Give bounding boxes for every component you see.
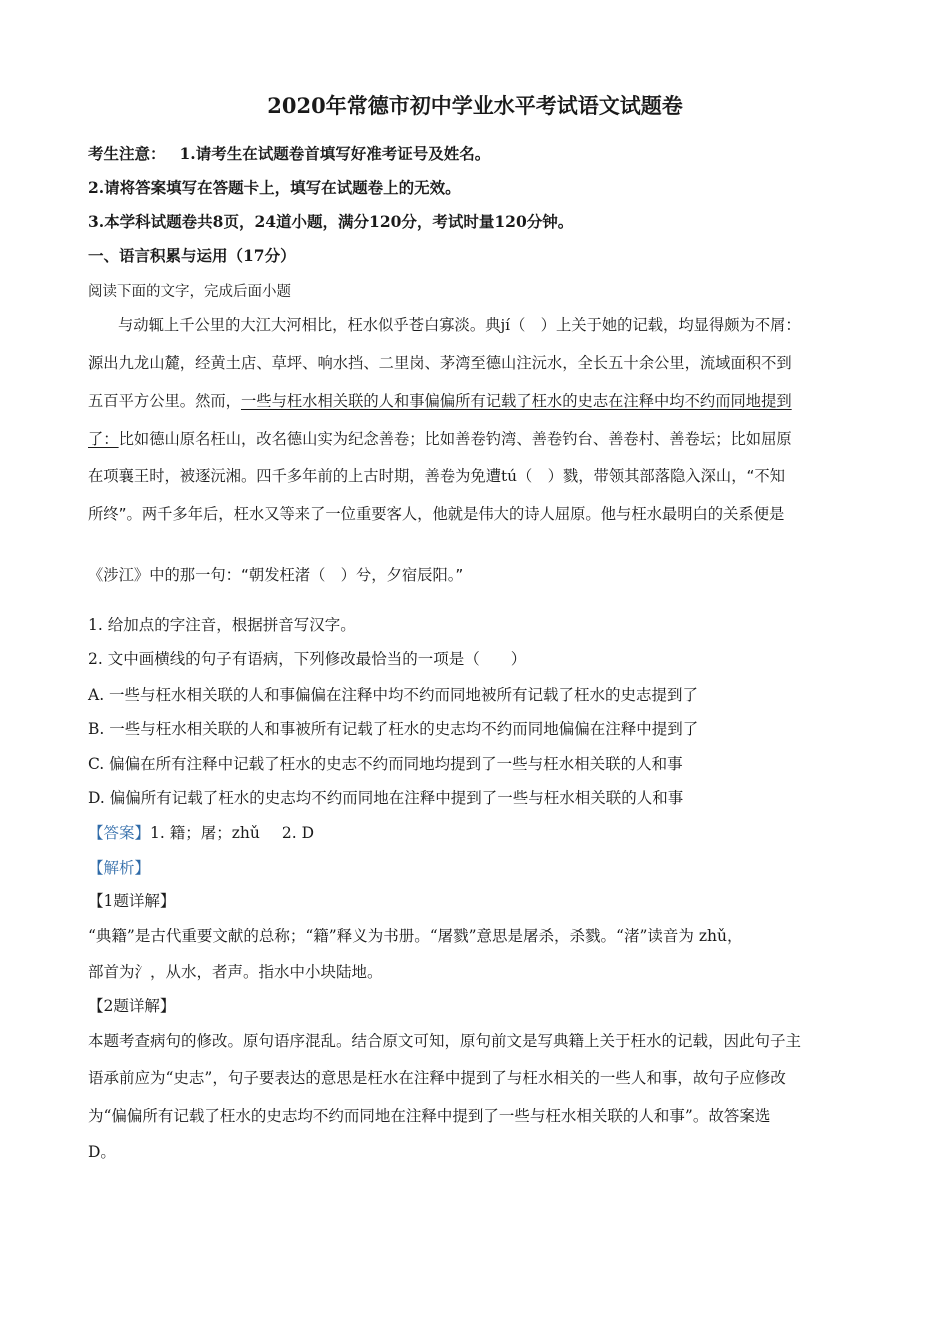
detail-2-line-1: 本题考查病句的修改。原句语序混乱。结合原文可知，原句前文是写典籍上关于枉水的记载，因此句子主 xyxy=(88,1032,802,1050)
passage-line-5 xyxy=(88,465,785,487)
pinyin-ji: jí xyxy=(500,316,511,334)
passage-line-1 xyxy=(118,314,801,336)
answer-text-1: 1. 籍；屠；zhǔ xyxy=(150,824,260,842)
passage-line-6: 所终”。两千多年后，枉水又等来了一位重要客人，他就是伟大的诗人屈原。他与枉水最明白的关系便是 xyxy=(88,505,785,523)
passage-text: 比如德山原名枉山，改名德山实为纪念善卷；比如善卷钓湾、善卷钓台、善卷村、善卷坛；比如屈原 xyxy=(118,430,792,448)
detail-1-line-1: “典籍”是古代重要文献的总称；“籍”释义为书册。“屠戮”意思是屠杀，杀戮。“渚”读音为 zhǔ， xyxy=(88,927,743,945)
pinyin-tu: tú xyxy=(501,467,518,485)
passage-text: （ ）上关于她的记载，均显得颇为不屑： xyxy=(510,316,801,334)
underlined-sentence: 一些与枉水相关联的人和事偏偏所有记载了枉水的史志在注释中均不约而同地提到 xyxy=(240,392,792,410)
notice-line-1 xyxy=(88,143,490,165)
underlined-sentence-end: 了： xyxy=(88,430,119,448)
notice-item-2: 2.请将答案填写在答题卡上，填写在试题卷上的无效。 xyxy=(88,178,461,197)
detail-2-line-2: 语承前应为“史志”，句子要表达的意思是枉水在注释中提到了与枉水相关的一些人和事，故句子应修改 xyxy=(88,1069,786,1087)
passage-line-2: 源出九龙山麓，经黄土店、草坪、响水挡、二里岗、茅湾至德山注沅水，全长五十余公里，流域面积不到 xyxy=(88,354,792,372)
passage-text: （ ）戮，带领其部落隐入深山，“不知 xyxy=(517,467,786,485)
notice-item-3: 3.本学科试题卷共8页，24道小题，满分120分，考试时量120分钟。 xyxy=(88,212,574,231)
answer-line xyxy=(88,822,314,844)
notice-item-1: 1.请考生在试题卷首填写好准考证号及姓名。 xyxy=(179,144,491,163)
detail-1-label: 【1题详解】 xyxy=(88,892,176,910)
option-d: D. 偏偏所有记载了枉水的史志均不约而同地在注释中提到了一些与枉水相关联的人和事 xyxy=(88,789,684,807)
question-2: 2. 文中画横线的句子有语病，下列修改最恰当的一项是（ ） xyxy=(88,650,527,668)
option-a: A. 一些与枉水相关联的人和事偏偏在注释中均不约而同地被所有记载了枉水的史志提到了 xyxy=(88,686,699,704)
answer-label: 【答案】 xyxy=(88,824,151,842)
section-instruction: 阅读下面的文字，完成后面小题 xyxy=(88,284,291,300)
passage-text: 在项襄王时，被逐沅湘。四千多年前的上古时期，善卷为免遭 xyxy=(88,467,502,485)
notice-label: 考生注意： xyxy=(88,144,166,163)
passage-line-7: 《涉江》中的那一句：“朝发枉渚（ ）兮，夕宿辰阳。” xyxy=(88,566,464,584)
passage-line-3 xyxy=(88,390,792,412)
question-1: 1. 给加点的字注音，根据拼音写汉字。 xyxy=(88,616,356,634)
passage-line-4 xyxy=(88,428,792,450)
detail-2-line-3: 为“偏偏所有记载了枉水的史志均不约而同地在注释中提到了一些与枉水相关联的人和事”。故答案选 xyxy=(88,1107,771,1125)
detail-2-line-4: D。 xyxy=(88,1143,116,1161)
section-heading: 一、语言积累与运用（17分） xyxy=(88,246,296,265)
analysis-label: 【解析】 xyxy=(88,859,151,877)
detail-1-line-2: 部首为氵，从水，者声。指水中小块陆地。 xyxy=(88,963,383,981)
passage-text: 与动辄上千公里的大江大河相比，枉水似乎苍白寡淡。典 xyxy=(118,316,501,334)
detail-2-label: 【2题详解】 xyxy=(88,997,176,1015)
option-b: B. 一些与枉水相关联的人和事被所有记载了枉水的史志均不约而同地偏偏在注释中提到了 xyxy=(88,720,699,738)
option-c: C. 偏偏在所有注释中记载了枉水的史志不约而同地均提到了一些与枉水相关联的人和事 xyxy=(88,755,683,773)
page-title: 2020年常德市初中学业水平考试语文试题卷 xyxy=(267,93,683,118)
passage-text: 五百平方公里。然而， xyxy=(88,392,241,410)
answer-text-2: 2. D xyxy=(281,824,315,842)
